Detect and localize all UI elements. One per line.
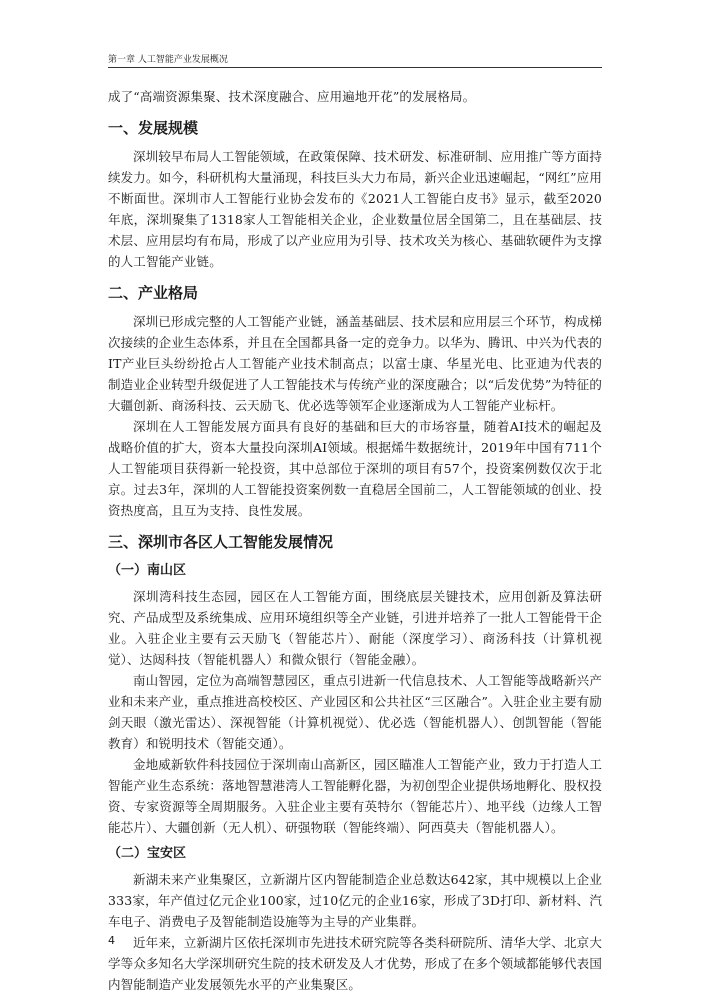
paragraph-nanshan-2: 南山智园，定位为高端智慧园区，重点引进新一代信息技术、人工智能等战略新兴产业和未来产业，重点推进高校校区、产业园区和公共社区“三区融合”。入驻企业主要有励剑天眼（激光雷达）、深视智能（计算机视觉）、优必选（智能机器人）、创凯智能（智能教育）和锐明技术（智能交通）。: [108, 673, 602, 751]
subsection-heading-baoan: （二）宝安区: [108, 846, 187, 861]
paragraph-pattern-2: 深圳在人工智能发展方面具有良好的基础和巨大的市场容量，随着AI技术的崛起及战略价值的扩大，资本大量投向深圳AI领域。根据烯牛数据统计，2019年中国有711个人工智能项目获得新一轮投资，其中总部位于深圳的项目有57个，投资案例数仅次于北京。过去3年，深圳的人工智能投资案例数一直稳居全国前二，人工智能领域的创业、投资热度高，且互为支持、良性发展。: [108, 419, 602, 518]
paragraph-nanshan-1: 深圳湾科技生态园，园区在人工智能方面，围绕底层关键技术，应用创新及算法研究、产品成型及系统集成、应用环境组织等全产业链，引进并培养了一批人工智能骨干企业。入驻企业主要有云天励飞（智能芯片）、耐能（深度学习）、商汤科技（计算机视觉）、达闼科技（智能机器人）和微众银行（智能金融）。: [108, 589, 602, 667]
subsection-heading-nanshan: （一）南山区: [108, 563, 187, 578]
paragraph-baoan-2: 近年来，立新湖片区依托深圳市先进技术研究院等各类科研院所、清华大学、北京大学等众多知名大学深圳研究生院的技术研发及人才优势，形成了在多个领域都能够代表国内智能制造产业发展领先水平的产业集聚区。: [108, 935, 602, 992]
page-body: [108, 86, 602, 995]
paragraph-nanshan-3: 金地威新软件科技园位于深圳南山高新区，园区瞄准人工智能产业，致力于打造人工智能产业生态系统：落地智慧港湾人工智能孵化器，为初创型企业提供场地孵化、股权投资、专家资源等全周期服务。入驻企业主要有英特尔（智能芯片）、地平线（边缘人工智能芯片）、大疆创新（无人机）、研强物联（智能终端）、阿西莫夫（智能机器人）。: [108, 757, 602, 835]
paragraph-baoan-1: 新湖未来产业集聚区，立新湖片区内智能制造企业总数达642家，其中规模以上企业333家，年产值过亿元企业100家，过10亿元的企业16家，形成了3D打印、新材料、汽车电子、消费电子及智能制造设施等为主导的产业集群。: [108, 872, 602, 929]
page-number: 4: [108, 934, 115, 947]
section-heading-pattern: 二、产业格局: [108, 284, 199, 302]
running-header: 第一章 人工智能产业发展概况: [108, 55, 228, 65]
paragraph-pattern-1: 深圳已形成完整的人工智能产业链，涵盖基础层、技术层和应用层三个环节，构成梯次接续的企业生态体系，并且在全国都具备一定的竞争力。以华为、腾讯、中兴为代表的IT产业巨头纷纷抢占人工智能产业技术制高点；以富士康、华星光电、比亚迪为代表的制造业企业转型升级促进了人工智能技术与传统产业的深度融合；以“后发优势”为特征的大疆创新、商汤科技、云天励飞、优必选等领军企业逐渐成为人工智能产业标杆。: [108, 314, 602, 413]
intro-paragraph: 成了“高端资源集聚、技术深度融合、应用遍地开花”的发展格局。: [108, 89, 476, 104]
section-heading-scale: 一、发展规模: [108, 119, 199, 137]
header-divider: [108, 67, 602, 68]
section-heading-districts: 三、深圳市各区人工智能发展情况: [108, 533, 334, 551]
paragraph-scale: 深圳较早布局人工智能领域，在政策保障、技术研发、标准研制、应用推广等方面持续发力。如今，科研机构大量涌现，科技巨头大力布局，新兴企业迅速崛起，“网红”应用不断面世。深圳市人工智能行业协会发布的《2021人工智能白皮书》显示，截至2020年底，深圳聚集了1318家人工智能相关企业，企业数量位居全国第二，且在基础层、技术层、应用层均有布局，形成了以产业应用为引导、技术攻关为核心、基础软硬件为支撑的人工智能产业链。: [108, 149, 602, 269]
